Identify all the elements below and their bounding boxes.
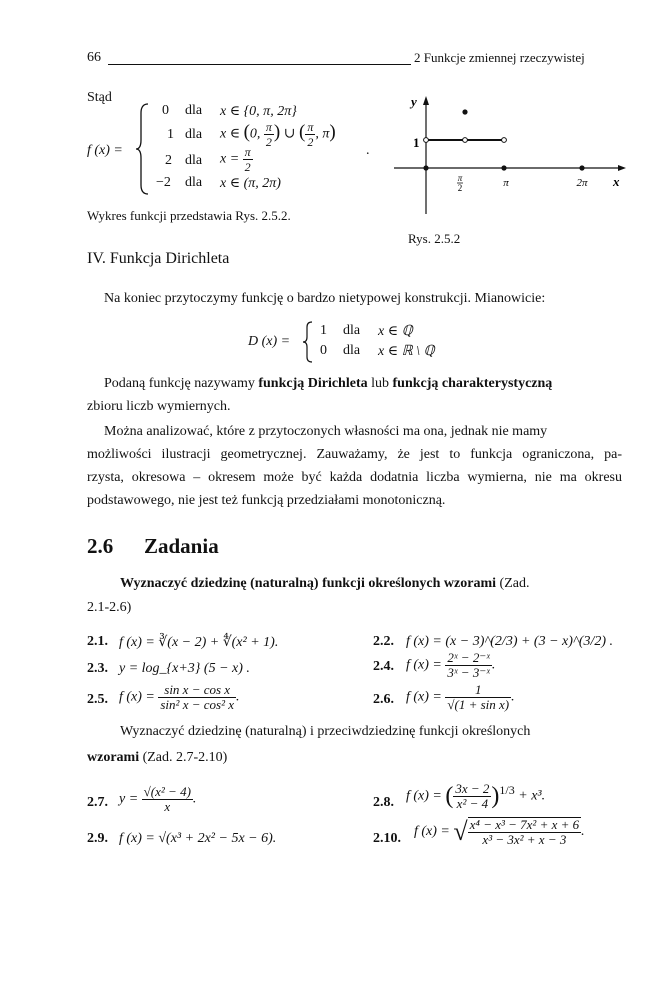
piecewise-brace <box>135 103 151 195</box>
ex-2-10-number: 2.10. <box>373 831 401 846</box>
ex-2-1-formula: f (x) = ∛(x − 2) + ∜(x² + 1). <box>119 635 279 650</box>
ex-2-6-number: 2.6. <box>373 692 394 707</box>
dirichlet-lhs: D (x) = <box>248 334 291 349</box>
graph-open-point-1-1 <box>424 138 429 143</box>
graph-filled-point-2 <box>423 165 428 170</box>
dirichlet-row2-cond: x ∈ ℝ \ ℚ <box>378 344 435 359</box>
dirichlet-row1-value: 1 <box>320 323 327 338</box>
figure-caption: Rys. 2.5.2 <box>408 231 461 246</box>
section-title: Zadania <box>144 534 219 558</box>
ex-2-2-formula: f (x) = (x − 3)^(2/3) + (3 − x)^(3/2) . <box>406 634 614 649</box>
section-number: 2.6 <box>87 534 114 558</box>
ex-2-9-number: 2.9. <box>87 831 108 846</box>
ex-2-6-formula: f (x) = $\frac{1}{\text{√(1 + sin x)}}$ . <box>406 682 515 712</box>
task2-instruction-line2: wzorami (Zad. 2.7-2.10) <box>87 750 228 765</box>
paragraph-2-line4: podstawowego, nie jest też funkcją przedziałami monotoniczną. <box>87 493 446 508</box>
pw-row2-value: 1 <box>167 127 174 142</box>
ex-2-8-formula: f (x) = ( $\frac{3x - 2}{\text{x² − 4}}$ )$^{1/3}$ + x³. <box>406 781 546 811</box>
ex-2-4-formula: f (x) = $\frac{\text{2ˣ − 2⁻ˣ}}{\text{3ˣ − 3⁻ˣ}}$ . <box>406 650 496 680</box>
pw-row4-value: −2 <box>156 175 171 190</box>
pw-row3-cond: x = $\frac{\pi}{2}$ <box>220 145 251 174</box>
piecewise-lhs: f (x) = <box>87 143 123 158</box>
pw-row3-word: dla <box>185 153 203 168</box>
ex-2-9-formula: f (x) = √(x³ + 2x² − 5x − 6). <box>119 831 277 846</box>
ex-2-5-formula: f (x) = $\frac{\text{sin x − cos x}}{\text{sin² x − cos² x}}$ . <box>119 682 240 712</box>
dirichlet-brace <box>302 321 314 363</box>
pw-trailing-dot: . <box>366 143 370 158</box>
x-axis-label: x <box>613 174 620 189</box>
ex-2-5-number: 2.5. <box>87 692 108 707</box>
y-tick-1: 1 <box>413 135 420 150</box>
dirichlet-row1-cond: x ∈ ℚ <box>378 324 413 339</box>
task2-instruction: Wyznaczyć dziedzinę (naturalną) i przeciwdziedzinę funkcji określonych <box>120 724 531 739</box>
x-tick-pi-half-num: π <box>457 173 463 183</box>
graph-ref: Wykres funkcji przedstawia Rys. 2.5.2. <box>87 208 291 223</box>
pw-row1-value: 0 <box>162 103 169 118</box>
paragraph-1-line2: zbioru liczb wymiernych. <box>87 399 231 414</box>
pw-row4-cond: x ∈ (π, 2π) <box>220 176 281 191</box>
ex-2-2-number: 2.2. <box>373 634 394 649</box>
graph-filled-point-4 <box>579 165 584 170</box>
pw-row2-cond: x ∈ (0, $\frac{\pi}{2}$ ) ∪ ( $\frac{\pi}{2}$ , π) <box>220 120 336 149</box>
ex-2-4-number: 2.4. <box>373 659 394 674</box>
y-axis-label: y <box>411 94 417 109</box>
pw-row3-value: 2 <box>165 153 172 168</box>
y-axis-arrow <box>423 96 429 105</box>
header-rule <box>108 64 411 65</box>
graph-open-point-1-2 <box>463 138 468 143</box>
graph-filled-point-3 <box>501 165 506 170</box>
paragraph-2-line1: Można analizować, które z przytoczonych własności ma ona, jednak nie mamy <box>104 424 548 439</box>
ex-2-10-formula: f (x) = √ $\frac{\text{x⁴ − x³ − 7x² + x + 6}}{\text{x³ − 3x² + x − 3}}$ . <box>414 817 585 847</box>
x-axis-arrow <box>618 165 626 171</box>
x-tick-pi-half-den: 2 <box>457 183 463 193</box>
task1-range: 2.1-2.6) <box>87 600 132 615</box>
pw-row1-cond: x ∈ {0, π, 2π} <box>220 104 297 119</box>
task1-instruction: Wyznaczyć dziedzinę (naturalną) funkcji określonych wzorami (Zad. <box>120 576 530 591</box>
dirichlet-row2-word: dla <box>343 343 361 358</box>
graph-filled-point-1 <box>462 109 467 114</box>
section-iv-title: IV. Funkcja Dirichleta <box>87 250 230 267</box>
paragraph-1-line1: Podaną funkcję nazywamy funkcją Dirichleta lub funkcją charakterystyczną <box>104 376 553 391</box>
ex-2-1-number: 2.1. <box>87 634 108 649</box>
x-tick-pi: π <box>503 177 509 189</box>
dirichlet-row2-value: 0 <box>320 343 327 358</box>
section-iv-intro: Na koniec przytoczymy funkcję o bardzo nietypowej konstrukcji. Mianowicie: <box>104 291 546 306</box>
ex-2-8-number: 2.8. <box>373 795 394 810</box>
function-graph <box>386 90 630 220</box>
x-tick-2pi: 2π <box>576 177 588 189</box>
running-title: 2 Funkcje zmiennej rzeczywistej <box>414 50 585 65</box>
ex-2-7-formula: y = $\frac{\text{√(x² − 4)}}{x}$ . <box>119 784 197 814</box>
pw-row1-word: dla <box>185 103 203 118</box>
dirichlet-row1-word: dla <box>343 323 361 338</box>
graph-open-point-1-3 <box>502 138 507 143</box>
pw-row2-word: dla <box>185 127 203 142</box>
ex-2-3-number: 2.3. <box>87 661 108 676</box>
paragraph-2-line2: możliwości ilustracji geometrycznej. Zauważamy, że jest to funkcja ograniczona, pa- <box>87 447 622 462</box>
intro-stad: Stąd <box>87 90 112 105</box>
pw-row4-word: dla <box>185 175 203 190</box>
ex-2-7-number: 2.7. <box>87 795 108 810</box>
page-number: 66 <box>87 50 101 65</box>
ex-2-3-formula: y = log_{x+3} (5 − x) . <box>119 661 250 676</box>
paragraph-2-line3: rzysta, okresowa – okresem może być każda dodatnia liczba wymierna, nie ma okresu <box>87 470 622 485</box>
